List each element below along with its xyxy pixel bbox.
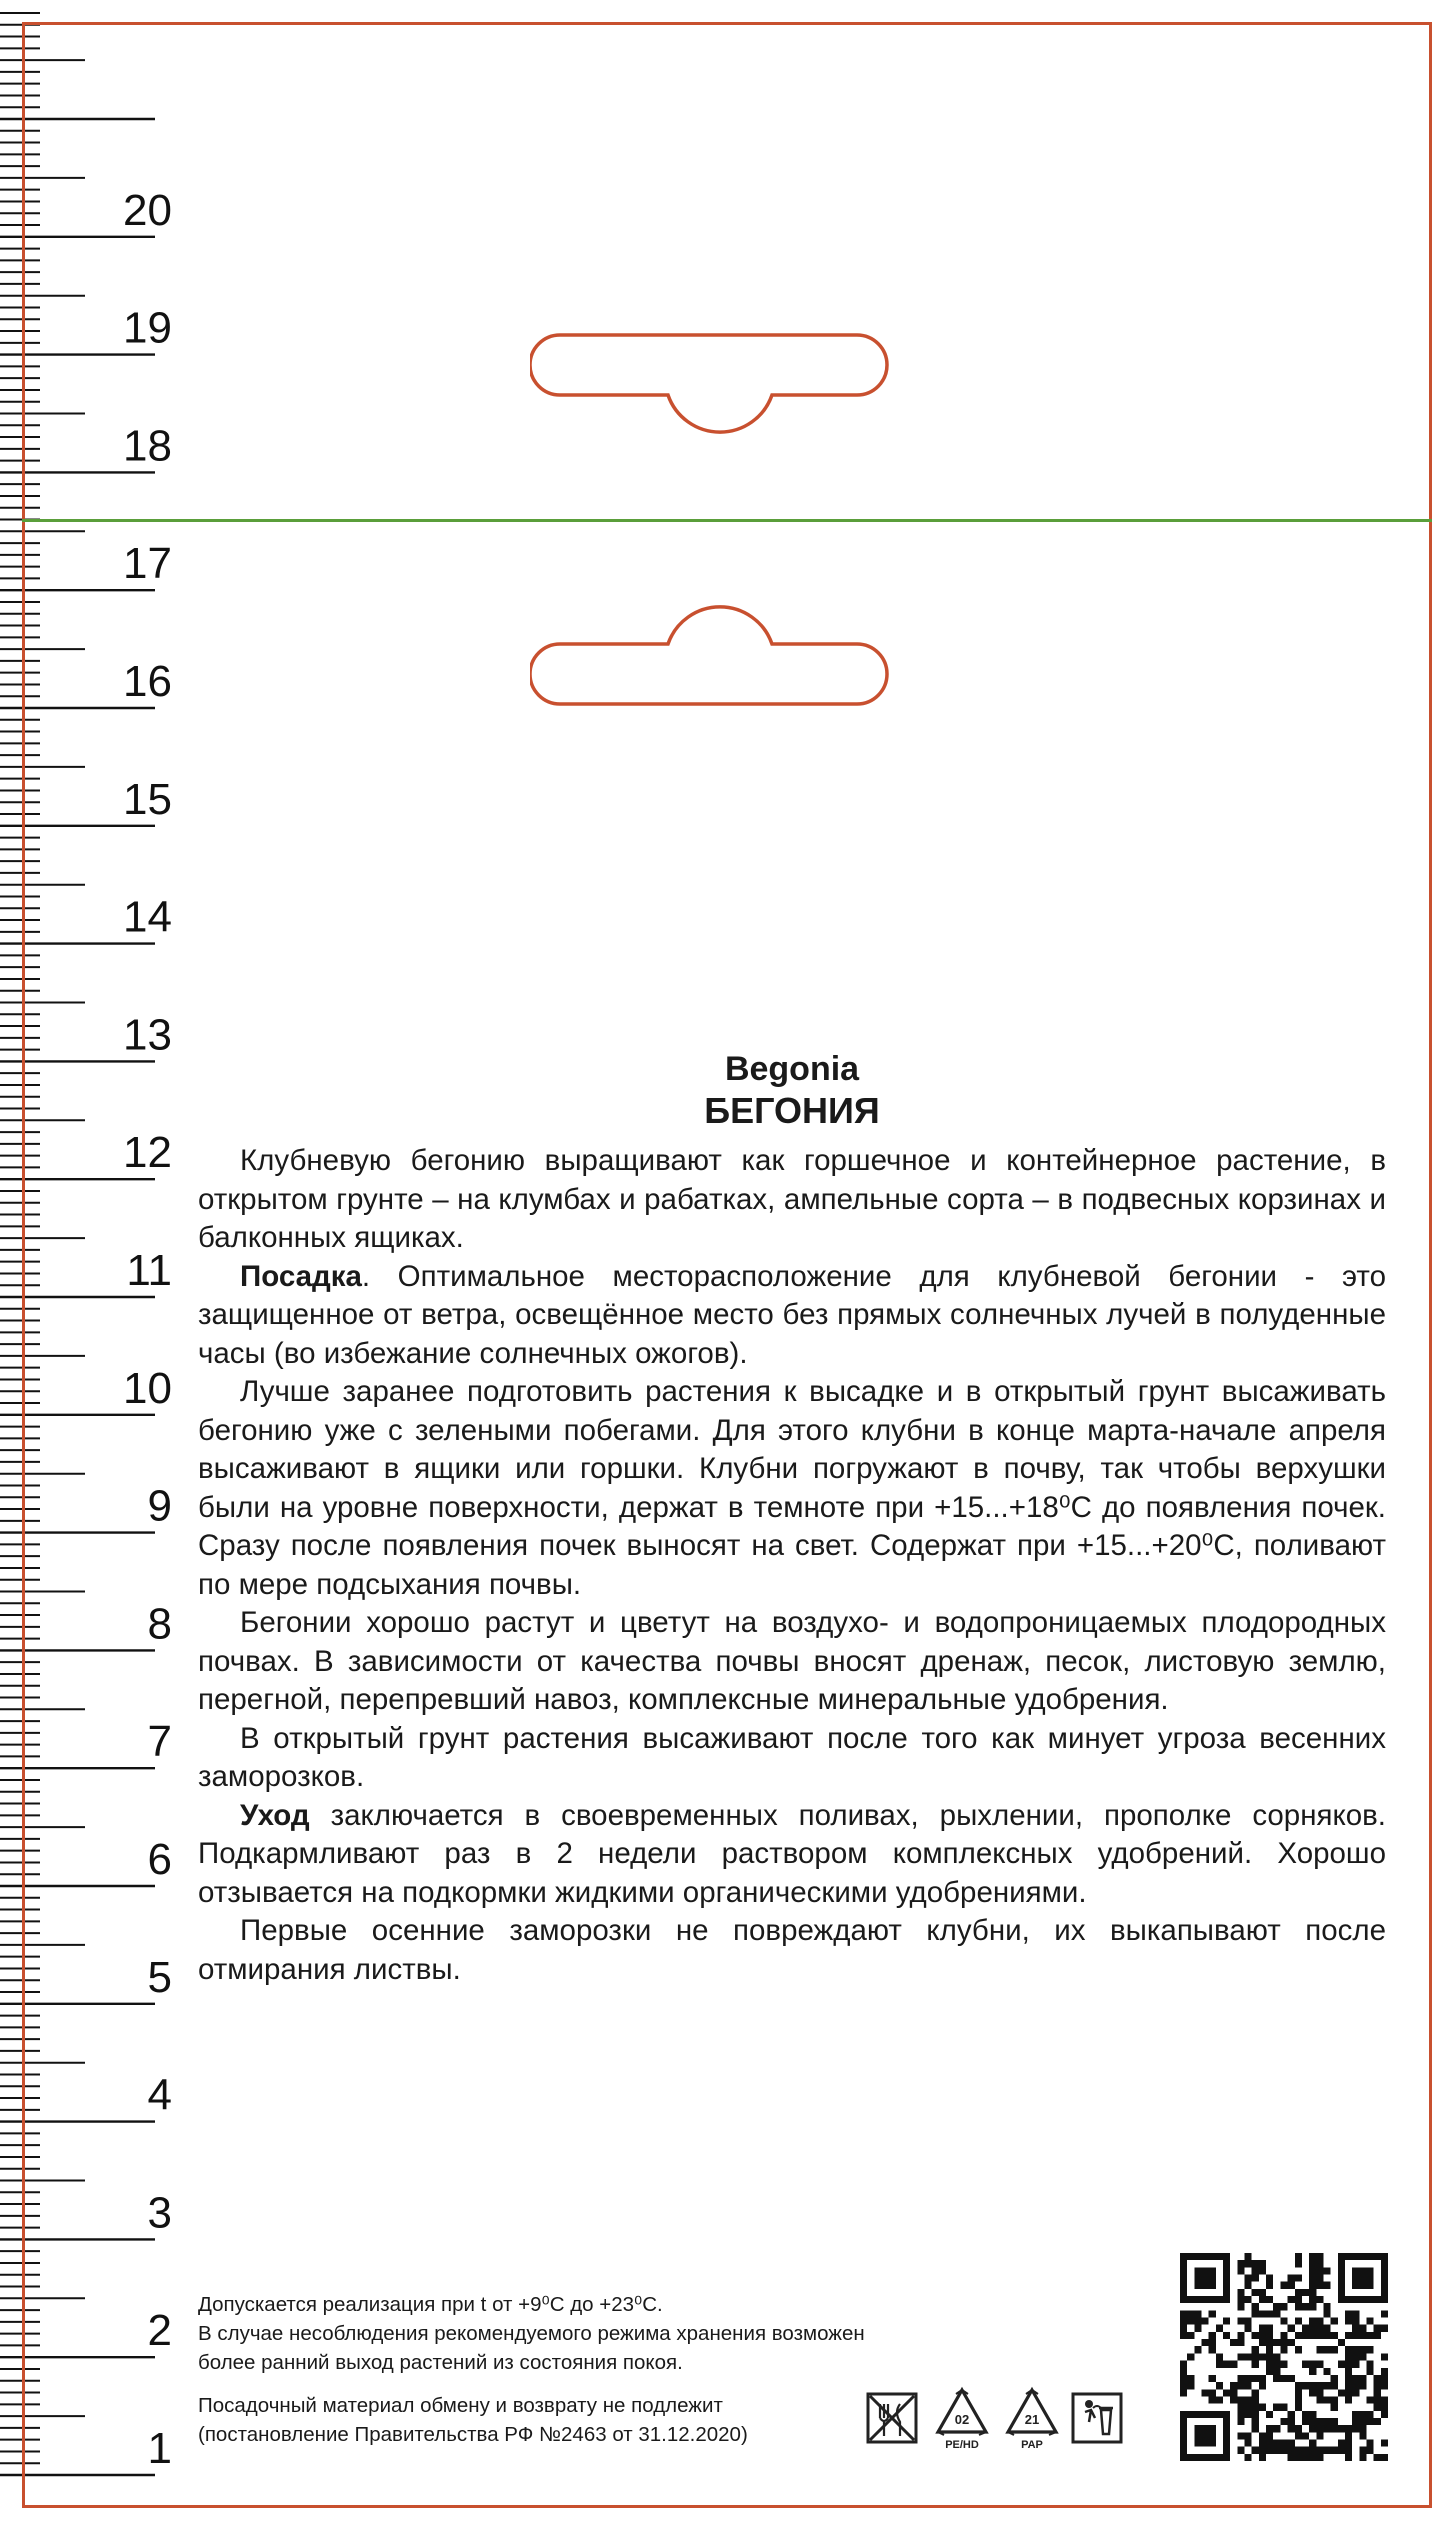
svg-text:PAP: PAP: [1021, 2439, 1043, 2451]
ruler-label: 11: [126, 1246, 172, 1295]
ruler-label: 9: [147, 1481, 172, 1531]
ruler-label: 17: [123, 539, 172, 589]
paragraph-harvest: Первые осенние заморозки не повреждают клубни, их выкапывают после отмирания листвы.: [198, 1914, 1386, 1986]
ruler-label: 13: [123, 1010, 172, 1060]
paragraph-transplant: В открытый грунт растения высаживают после того как минует угроза весенних заморозков.: [198, 1721, 1386, 1793]
svg-text:02: 02: [954, 2412, 970, 2427]
not-for-food-icon: [864, 2386, 920, 2452]
ruler-label: 8: [147, 1599, 172, 1649]
trash-bin-icon: [1069, 2386, 1125, 2452]
qr-code-icon: [1180, 2253, 1388, 2461]
paragraph-planting: Посадка. Оптимальное месторасположение для клубневой бегонии - это защищенное от ветра, освещённое место без прямых солнечных лучей в полуденные часы (во избежание солнечных ожогов).: [198, 1259, 1386, 1370]
recycle-triangle-icon: [934, 2386, 990, 2452]
ruler-label: 3: [147, 2188, 172, 2238]
description-block: [198, 1048, 1386, 1989]
ruler-label: 16: [123, 657, 172, 706]
ruler-label: 20: [123, 185, 172, 235]
storage-note-line: Допускается реализация при t от +9⁰C до +23⁰C.: [198, 2293, 663, 2316]
ruler-label: 5: [147, 1952, 172, 2002]
ruler-label: 15: [123, 774, 172, 824]
paragraph-preparation: Лучше заранее подготовить растения к высадке и в открытый грунт высаживать бегонию уже с зелеными побегами. Для этого клубни в конце марта-начале апреля высаживают в ящики или горшки. Клубни погружают в почву, так чтобы верхушки были на уровне поверхности, держат в темноте при +15...+18⁰C до появления почек. Сразу после появления почек выносят на свет. Содержат при +15...+20⁰C, поливают по мере подсыхания почвы.: [198, 1375, 1386, 1601]
ruler-label: 2: [147, 2306, 172, 2356]
ruler-label: 7: [147, 1717, 172, 1767]
return-note-line: Посадочный материал обмену и возврату не подлежит: [198, 2394, 723, 2417]
ruler-label: 1: [147, 2424, 172, 2473]
svg-text:21: 21: [1024, 2412, 1040, 2427]
recycle-triangle-icon: [1004, 2386, 1060, 2452]
ruler-label: 4: [147, 2070, 172, 2120]
title-russian: БЕГОНИЯ: [704, 1090, 880, 1131]
ruler-label: 10: [123, 1363, 172, 1413]
paragraph-care: Уход заключается в своевременных поливах, рыхлении, прополке сорняков. Подкармливают раз в 2 недели раствором комплексных удобрений. Хорошо отзывается на подкормки жидкими органическими удобрениями.: [198, 1798, 1386, 1909]
fold-line: [22, 519, 1432, 522]
hang-tab-slot-top: [530, 320, 910, 460]
svg-text:PE/HD: PE/HD: [945, 2439, 979, 2451]
storage-note-line: В случае несоблюдения рекомендуемого режима хранения возможен: [198, 2322, 865, 2345]
hang-tab-slot-bottom: [530, 600, 910, 740]
ruler-label: 14: [123, 892, 172, 942]
title-latin: Begonia: [724, 1050, 860, 1088]
ruler-label: 12: [123, 1128, 172, 1178]
return-note-line: (постановление Правительства РФ №2463 от 31.12.2020): [198, 2423, 748, 2446]
paragraph-soil: Бегонии хорошо растут и цветут на воздухо- и водопроницаемых плодородных почвах. В зависимости от качества почвы вносят дренаж, песок, листовую землю, перегной, перепревший навоз, комплексные минеральные удобрения.: [198, 1606, 1386, 1716]
paragraph-intro: Клубневую бегонию выращивают как горшечное и контейнерное растение, в открытом грунте – на клумбах и рабатках, ампельные сорта – в подвесных корзинах и балконных ящиках.: [198, 1144, 1386, 1254]
ruler-label: 6: [147, 1835, 172, 1884]
ruler-label: 18: [123, 421, 172, 471]
ruler-label: 19: [123, 303, 172, 353]
storage-note-line: более ранний выход растений из состояния покоя.: [198, 2351, 683, 2374]
packaging-symbols: [864, 2386, 1124, 2456]
